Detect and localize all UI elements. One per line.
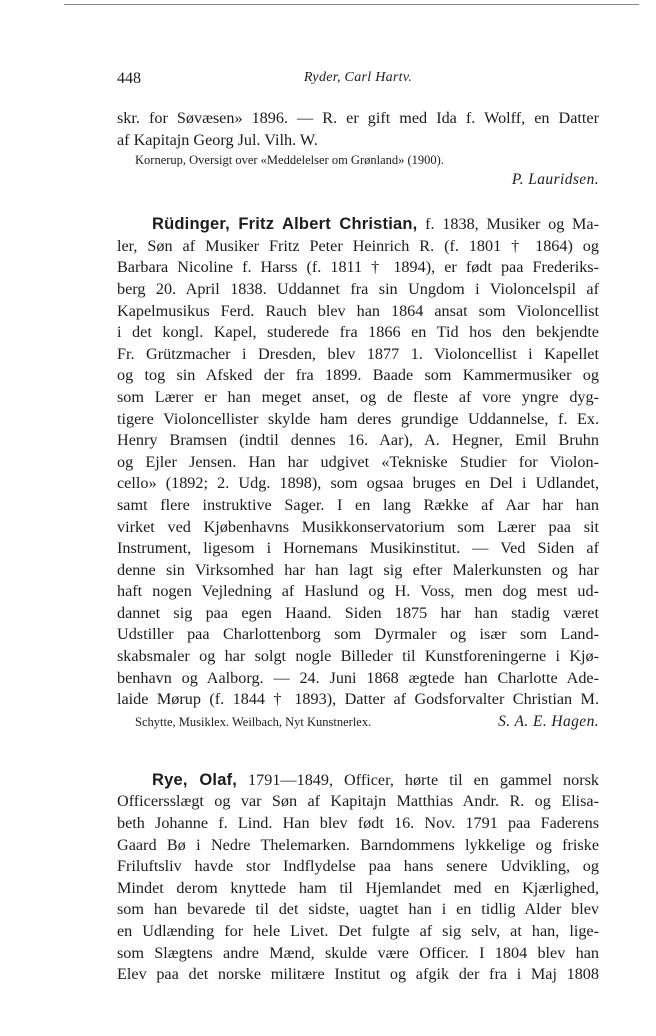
author-signature: S. A. E. Hagen. [498,712,599,730]
text-run: 1791—1849, Officer, hørte til en gammel norsk [237,770,599,789]
text-line: Fr. Grützmacher i Dresden, blev 1877 1. Violoncellist i Kapellet [117,344,599,363]
text-line: Instrument, ligesom i Hornemans Musikinstitut. — Ved Siden af [117,539,599,558]
text-line: Officersslægt og var Søn af Kapitajn Matthias Andr. R. og Elisa- [117,792,599,811]
text-line: og Ejler Jensen. Han har udgivet «Tekniske Studier for Violon- [117,452,599,471]
text-run: f. 1838, Musiker og Ma- [417,215,599,234]
text-line: Kapelmusikus Ferd. Rauch blev han 1864 ansat som Violoncellist [117,301,599,320]
text-line: skabsmaler og har solgt nogle Billeder til Kunstforeningerne i Kjø- [117,647,599,666]
text-line: Elev paa det norske militære Institut og afgik der fra i Maj 1808 [117,965,599,984]
text-line: ler, Søn af Musiker Fritz Peter Heinrich R. (f. 1801 † 1864) og [117,236,599,255]
page-number: 448 [117,70,141,87]
entry-headword: Rüdinger, Fritz Albert Christian, [152,215,418,234]
text-line: samt flere instruktive Sager. I en lang Række af Aar har han [117,495,599,514]
entry-ryder-end [117,108,599,190]
source-reference: Kornerup, Oversigt over «Meddelelser om Grønland» (1900). [135,153,444,168]
entry-rudinger [117,214,599,732]
entry-headword: Rye, Olaf, [152,770,238,789]
signature-line [117,169,599,190]
text-line: laide Mørup (f. 1844 † 1893), Datter af Godsforvalter Christian M. [117,690,599,709]
text-line: som Slægtens andre Mænd, skulde være Officer. I 1804 blev han [117,943,599,962]
entry-first-line [117,770,599,792]
source-signature-row [117,711,599,732]
running-head: Ryder, Carl Hartv. [303,70,413,85]
text-line: dannet sig paa egen Haand. Siden 1875 har han stadig været [117,603,599,622]
text-line: cello» (1892; 2. Udg. 1898), som ogsaa bruges en Del i Udlandet, [117,474,599,493]
author-signature: P. Lauridsen. [511,171,599,189]
text-line: haft nogen Vejledning af Haslund og H. Voss, men dog mest ud- [117,582,599,601]
top-rule [64,4,639,5]
text-line: i det kongl. Kapel, studerede fra 1866 en Tid hos den bekjendte [117,323,599,342]
text-line: Gaard Bø i Nedre Thelemarken. Barndommens lykkelige og friske [117,835,599,854]
entry-rye [117,770,599,986]
text-line: Henry Bramsen (indtil dennes 16. Aar), A. Hegner, Emil Bruhn [117,431,599,450]
text-line: Friluftsliv havde stor Indflydelse paa hans senere Udvikling, og [117,857,599,876]
text-line: Barbara Nicoline f. Harss (f. 1811 † 1894), er født paa Frederiks- [117,258,599,277]
text-line: beth Johanne f. Lind. Han blev født 16. Nov. 1791 paa Faderens [117,814,599,833]
text-line: som han bevarede til det sidste, uagtet han i en tidlig Alder blev [117,900,599,919]
page-body [117,108,599,986]
text-line: Udstiller paa Charlottenborg som Dyrmaler og især som Land- [117,625,599,644]
text-line: denne sin Virksomhed har han lagt sig efter Malerkunsten og har [117,560,599,579]
text-line: en Udlænding for hele Livet. Det fulgte af sig selv, at han, lige- [117,922,599,940]
source-reference: Schytte, Musiklex. Weilbach, Nyt Kunstnerlex. [135,714,372,729]
entry-first-line [117,214,599,236]
page-header [117,70,599,92]
text-line: berg 20. April 1838. Uddannet fra sin Ungdom i Violoncelspil af [117,279,599,298]
text-line: virket ved Kjøbenhavns Musikkonservatorium som Lærer paa sit [117,517,599,536]
text-line: skr. for Søvæsen» 1896. — R. er gift med Ida f. Wolff, en Datter [117,109,599,127]
text-line: tigere Violoncellister skylde ham deres grundige Uddannelse, f. Ex. [117,409,599,428]
text-line: Mindet derom knyttede ham til Hjemlandet med en Kjærlighed, [117,878,599,897]
text-line: som Lærer er han meget anset, og de fleste af vore yngre dyg- [117,387,599,406]
text-line: og tog sin Afsked der fra 1899. Baade som Kammermusiker og [117,366,599,385]
text-line: af Kapitajn Georg Jul. Vilh. W. [117,130,318,149]
text-line: benhavn og Aalborg. — 24. Juni 1868 ægtede han Charlotte Ade- [117,668,599,687]
